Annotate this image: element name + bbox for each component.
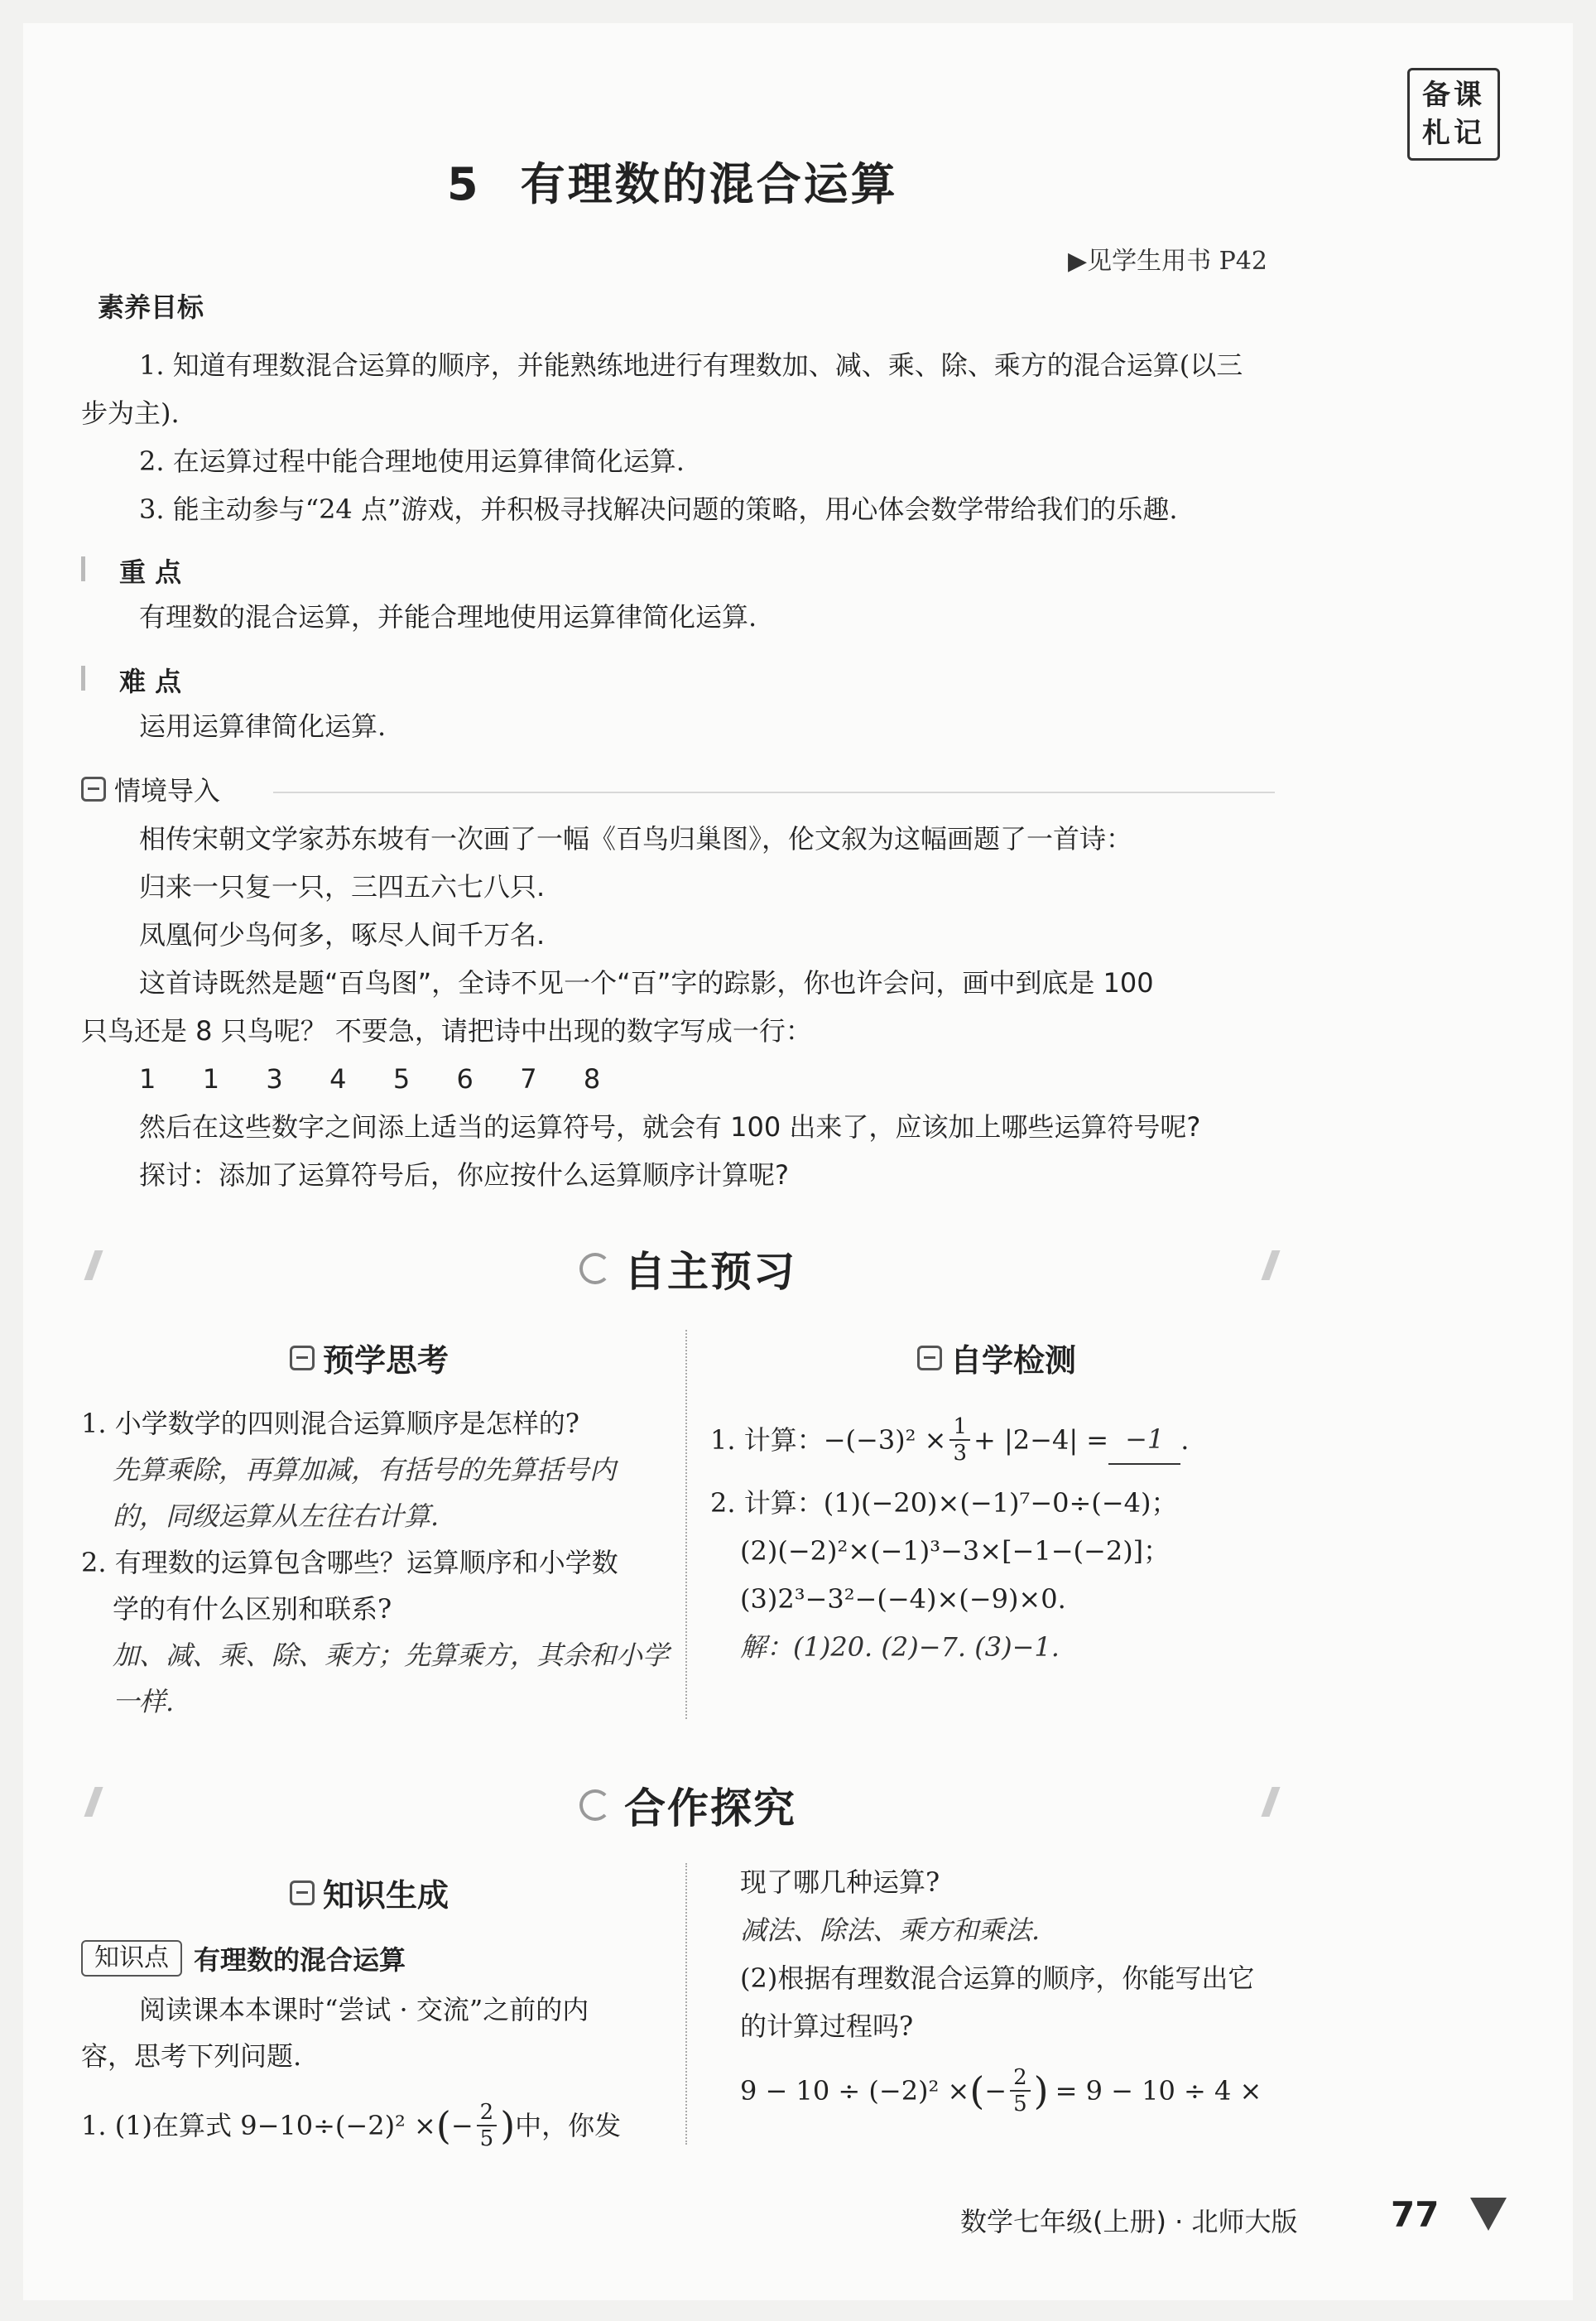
difficulty-bar	[81, 666, 85, 691]
explore-r2: 减法、除法、乘方和乘法.	[740, 1914, 1041, 1946]
check-q1-answer: −1	[1108, 1415, 1180, 1465]
swirl-icon	[579, 1253, 611, 1284]
explore-section-label: 合作探究	[624, 1784, 796, 1832]
page-title	[447, 149, 898, 213]
goal-2: 2. 在运算过程中能合理地使用运算律简化运算.	[139, 445, 685, 477]
explore-p1-line-1: 阅读课本本课时“尝试 · 交流”之前的内	[139, 1994, 589, 2025]
knowledge-point-title: 有理数的混合运算	[194, 1944, 406, 1976]
key-text: 有理数的混合运算，并能合理地使用运算律简化运算.	[139, 601, 757, 633]
preview-a2-line-2: 一样.	[113, 1686, 175, 1717]
preview-right-title	[917, 1335, 1076, 1380]
preview-section-title	[579, 1239, 796, 1298]
check-q1: 1. 计算：−(−3)² × $\frac{1}{3}$ + |2−4| = −1 .	[710, 1414, 1190, 1466]
explore-q1-prefix: 1. (1)在算式 9−10÷(−2)² ×	[81, 2110, 436, 2141]
check-icon	[917, 1346, 942, 1370]
lesson-title: 有理数的混合运算	[520, 158, 898, 210]
difficulty-text: 运用运算律简化运算.	[139, 710, 387, 742]
check-q1-suffix: + |2−4| =	[973, 1424, 1109, 1456]
intro-digits: 1 1 3 4 5 6 7 8	[139, 1063, 601, 1095]
stamp-line-2: 札记	[1422, 117, 1485, 150]
explore-r4-prefix: 9 − 10 ÷ (−2)² ×	[740, 2075, 970, 2107]
goal-3: 3. 能主动参与“24 点”游戏，并积极寻找解决问题的策略，用心体会数学带给我们的乐趣.	[139, 494, 1178, 525]
fraction-denominator: 5	[1013, 2092, 1027, 2116]
explore-left-label: 知识生成	[323, 1877, 449, 1914]
explore-divider	[685, 1863, 687, 2145]
intro-icon	[81, 777, 106, 802]
explore-q1-fraction	[477, 2100, 498, 2151]
intro-p3: 凤凰何少鸟何多，啄尽人间千万名.	[139, 919, 546, 951]
preview-q1: 1. 小学数学的四则混合运算顺序是怎样的?	[81, 1408, 579, 1439]
footer-arrow-icon	[1470, 2198, 1507, 2231]
intro-rule	[273, 792, 1275, 793]
preview-right-label: 自学检测	[950, 1342, 1077, 1379]
goal-1-line-1: 1. 知道有理数混合运算的顺序，并能熟练地进行有理数加、减、乘、除、乘方的混合运算(以三	[139, 349, 1243, 381]
check-q2-line-3: (3)2³−3²−(−4)×(−9)×0.	[740, 1583, 1066, 1615]
page-number: 77	[1391, 2194, 1440, 2235]
intro-heading	[81, 770, 220, 808]
fraction-numerator: 1	[949, 1414, 970, 1441]
explore-r3-line-2: 的计算过程吗?	[740, 2010, 914, 2042]
goals-heading: 素养目标	[98, 291, 204, 323]
preview-a1-line-2: 的，同级运算从左往右计算.	[113, 1500, 440, 1532]
difficulty-heading: 难 点	[119, 666, 182, 697]
knowledge-point-tag: 知识点	[81, 1940, 182, 1977]
check-q1-prefix: 1. 计算：−(−3)² ×	[710, 1424, 947, 1456]
stamp-line-1: 备课	[1422, 79, 1485, 112]
explore-r4-suffix: = 9 − 10 ÷ 4 ×	[1055, 2075, 1262, 2107]
footer-book-title: 数学七年级(上册) · 北师大版	[960, 2206, 1298, 2237]
preview-left-title	[290, 1335, 449, 1380]
preview-section-label: 自主预习	[624, 1248, 796, 1296]
explore-r3-line-1: (2)根据有理数混合运算的顺序，你能写出它	[740, 1962, 1255, 1994]
lesson-notes-stamp	[1407, 68, 1500, 161]
intro-p1: 相传宋朝文学家苏东坡有一次画了一幅《百鸟归巢图》，伦文叙为这幅画题了一首诗：	[139, 823, 1133, 855]
student-book-reference: ▶见学生用书 P42	[1068, 247, 1267, 276]
preview-divider	[685, 1330, 687, 1719]
intro-p2: 归来一只复一只，三四五六七八只.	[139, 871, 546, 903]
key-bar	[81, 556, 85, 581]
preview-q2-line-2: 学的有什么区别和联系?	[113, 1593, 392, 1625]
intro-p4-line-2: 只鸟还是 8 只鸟呢？ 不要急，请把诗中出现的数字写成一行：	[81, 1015, 812, 1047]
check-q2-line-2: (2)(−2)²×(−1)³−3×[−1−(−2)]；	[740, 1535, 1171, 1567]
goal-1-line-2: 步为主).	[81, 397, 180, 429]
intro-p6: 然后在这些数字之间添上适当的运算符号，就会有 100 出来了，应该加上哪些运算符号呢?	[139, 1111, 1201, 1143]
preview-a1-line-1: 先算乘除，再算加减，有括号的先算括号内	[113, 1454, 617, 1486]
lesson-number: 5	[447, 158, 481, 210]
explore-r4-fraction	[1010, 2065, 1031, 2116]
explore-q1: 1. (1)在算式 9−10÷(−2)² × ( − $\frac{2}{5}$ ) 中，你发	[81, 2100, 622, 2151]
intro-p4-line-1: 这首诗既然是题“百鸟图”，全诗不见一个“百”字的踪影，你也许会问，画中到底是 100	[139, 967, 1154, 999]
fraction-numerator: 2	[1010, 2065, 1031, 2092]
fraction-numerator: 2	[477, 2100, 498, 2126]
explore-q1-suffix: 中，你发	[515, 2110, 622, 2141]
explore-section-title	[579, 1775, 796, 1835]
preview-q2-line-1: 2. 有理数的运算包含哪些？运算顺序和小学数	[81, 1547, 618, 1578]
preview-left-label: 预学思考	[323, 1342, 449, 1379]
intro-p7: 探讨：添加了运算符号后，你应按什么运算顺序计算呢?	[139, 1159, 789, 1191]
fraction-denominator: 3	[953, 1441, 968, 1466]
intro-heading-label: 情境导入	[114, 775, 221, 807]
preview-a2-line-1: 加、减、乘、除、乘方；先算乘方，其余和小学	[113, 1640, 670, 1671]
check-q2-line-1: 2. 计算：(1)(−20)×(−1)⁷−0÷(−4)；	[710, 1487, 1178, 1519]
explore-p1-line-2: 容，思考下列问题.	[81, 2040, 302, 2072]
fraction-denominator: 5	[479, 2126, 494, 2151]
check-q2-answer: 解：(1)20. (2)−7. (3)−1.	[740, 1631, 1060, 1663]
think-icon	[290, 1346, 315, 1370]
explore-r4: 9 − 10 ÷ (−2)² × ( − $\frac{2}{5}$ ) = 9 − 10 ÷ 4 ×	[740, 2065, 1262, 2116]
explore-r1: 现了哪几种运算?	[740, 1866, 940, 1898]
knowledge-point-heading	[81, 1939, 406, 1977]
swirl-icon-2	[579, 1789, 611, 1821]
explore-left-title	[290, 1870, 449, 1915]
key-heading: 重 点	[119, 556, 182, 588]
check-q1-fraction	[949, 1414, 970, 1466]
knowledge-icon	[290, 1880, 315, 1905]
